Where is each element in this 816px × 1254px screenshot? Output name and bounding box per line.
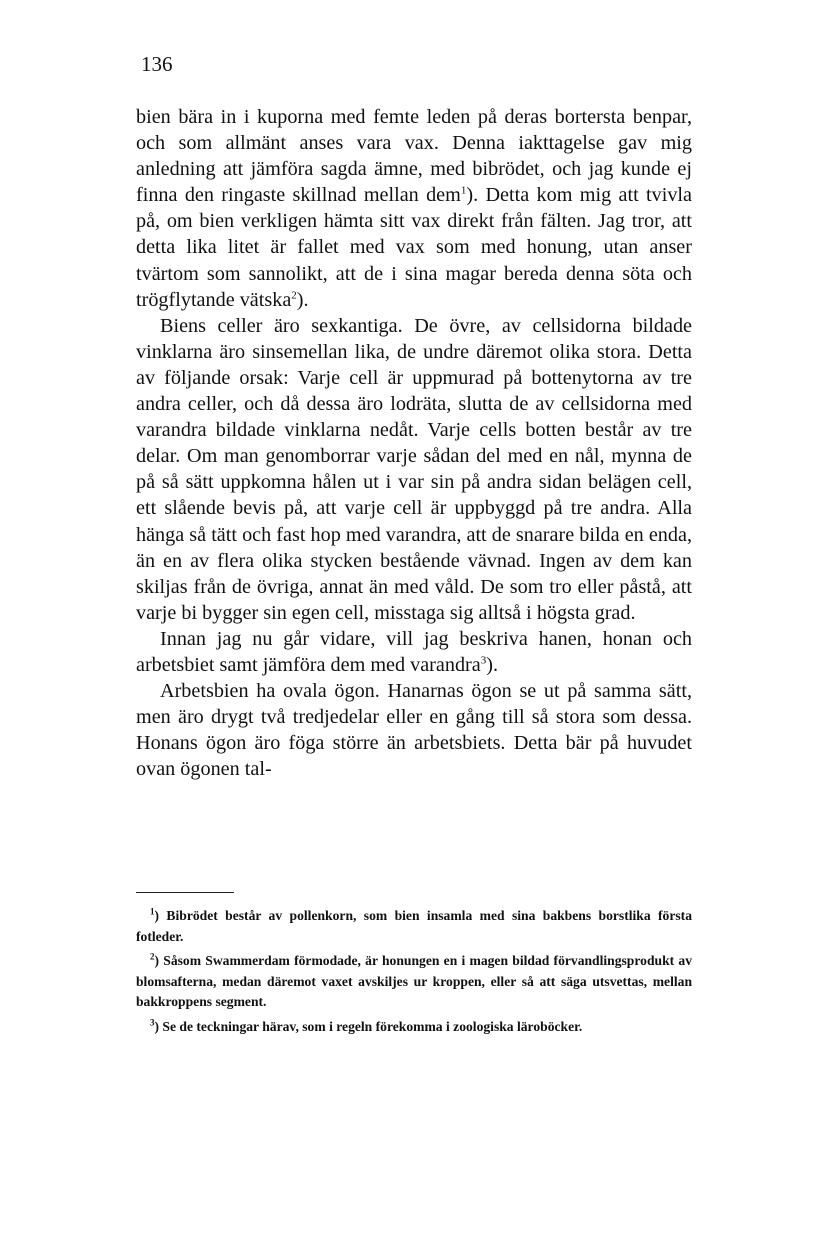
footnote-text: ) Bibrödet består av pollenkorn, som bien insamla med sina bakbens borstlika första fotleder. [136,908,692,944]
footnote-ref-1: 1 [460,184,467,197]
paragraph [136,313,692,626]
footnote-2 [136,951,692,1013]
paragraph [136,104,692,313]
footnote-ref-2: 2 [291,288,297,301]
footnote-mark: 2 [150,951,155,962]
text-segment: bien bära in i kuporna med femte leden på deras bortersta benpar, och som allmänt anses vara vax. Denna iakttagelse gav mig anledning att jämföra sagda ämne, med bibrödet, och jag kunde ej finna den ringaste skillnad mellan dem [136,106,692,207]
text-segment: Arbetsbien ha ovala ögon. Hanarnas ögon se ut på samma sätt, men äro drygt två tredjedelar eller en gång till så stora som dessa. Honans ögon äro föga större än arbetsbiets. Detta bär på huvudet ovan ögonen tal- [136,680,692,781]
footnote-text: ) Se de teckningar härav, som i regeln förekomma i zoologiska läroböcker. [154,1018,583,1034]
text-segment: Biens celler äro sexkantiga. De övre, av cellsidorna bildade vinklarna äro sinsemellan lika, de undre däremot olika stora. Detta av följande orsak: Varje cell är uppmurad på bottenytorna av tre andra celler, och då dessa äro lodräta, slutta de av cellsidorna med varandra bildade vinklarna nedåt. Varje cells botten består av tre delar. Om man genomborrar varje sådan del med en nål, mynna de på så sätt uppkomna hålen ut i var sin på andra sidan belägen cell, ett slående bevis på, att varje cell är uppbyggd på tre andra. Alla hänga så tätt och fast hop med varandra, att de snarare bilda en enda, än en av flera olika stycken bestående vävnad. Ingen av dem kan skiljas från de övriga, annat än med våld. De som tro eller påstå, att varje bi bygger sin egen cell, misstaga sig alltså i högsta grad. [136,314,692,624]
text-segment: ). [486,653,499,676]
paragraph [136,626,692,678]
footnote-text: ) Såsom Swammerdam förmodade, är honungen en i magen bildad förvandlingsprodukt av blomsafterna, medan däremot vaxet avskiljes ur kroppen, eller så att säga utsvettas, mellan bakkroppens segment. [136,953,692,1010]
text-segment: Innan jag nu går vidare, vill jag beskriva hanen, honan och arbetsbiet samt jämföra dem med varandra [136,627,692,676]
footnote-mark: 3 [150,1017,155,1028]
body-text [136,104,692,782]
footnote-1 [136,906,692,947]
footnote-mark: 1 [150,906,155,917]
text-segment: ). Detta kom mig att tvivla på, om bien verkligen hämta sitt vax direkt från fälten. Jag tror, att detta lika litet är fallet med vax som med honung, utan anser tvärtom som sannolikt, att de i sina magar bereda denna söta och trögflytande vätska [136,184,692,311]
footnote-3 [136,1017,692,1038]
footnote-divider [136,892,234,893]
text-segment: ). [296,288,309,311]
paragraph [136,678,692,782]
page-number: 136 [141,52,173,76]
footnote-ref-3: 3 [480,654,487,667]
footnotes [136,906,692,1042]
